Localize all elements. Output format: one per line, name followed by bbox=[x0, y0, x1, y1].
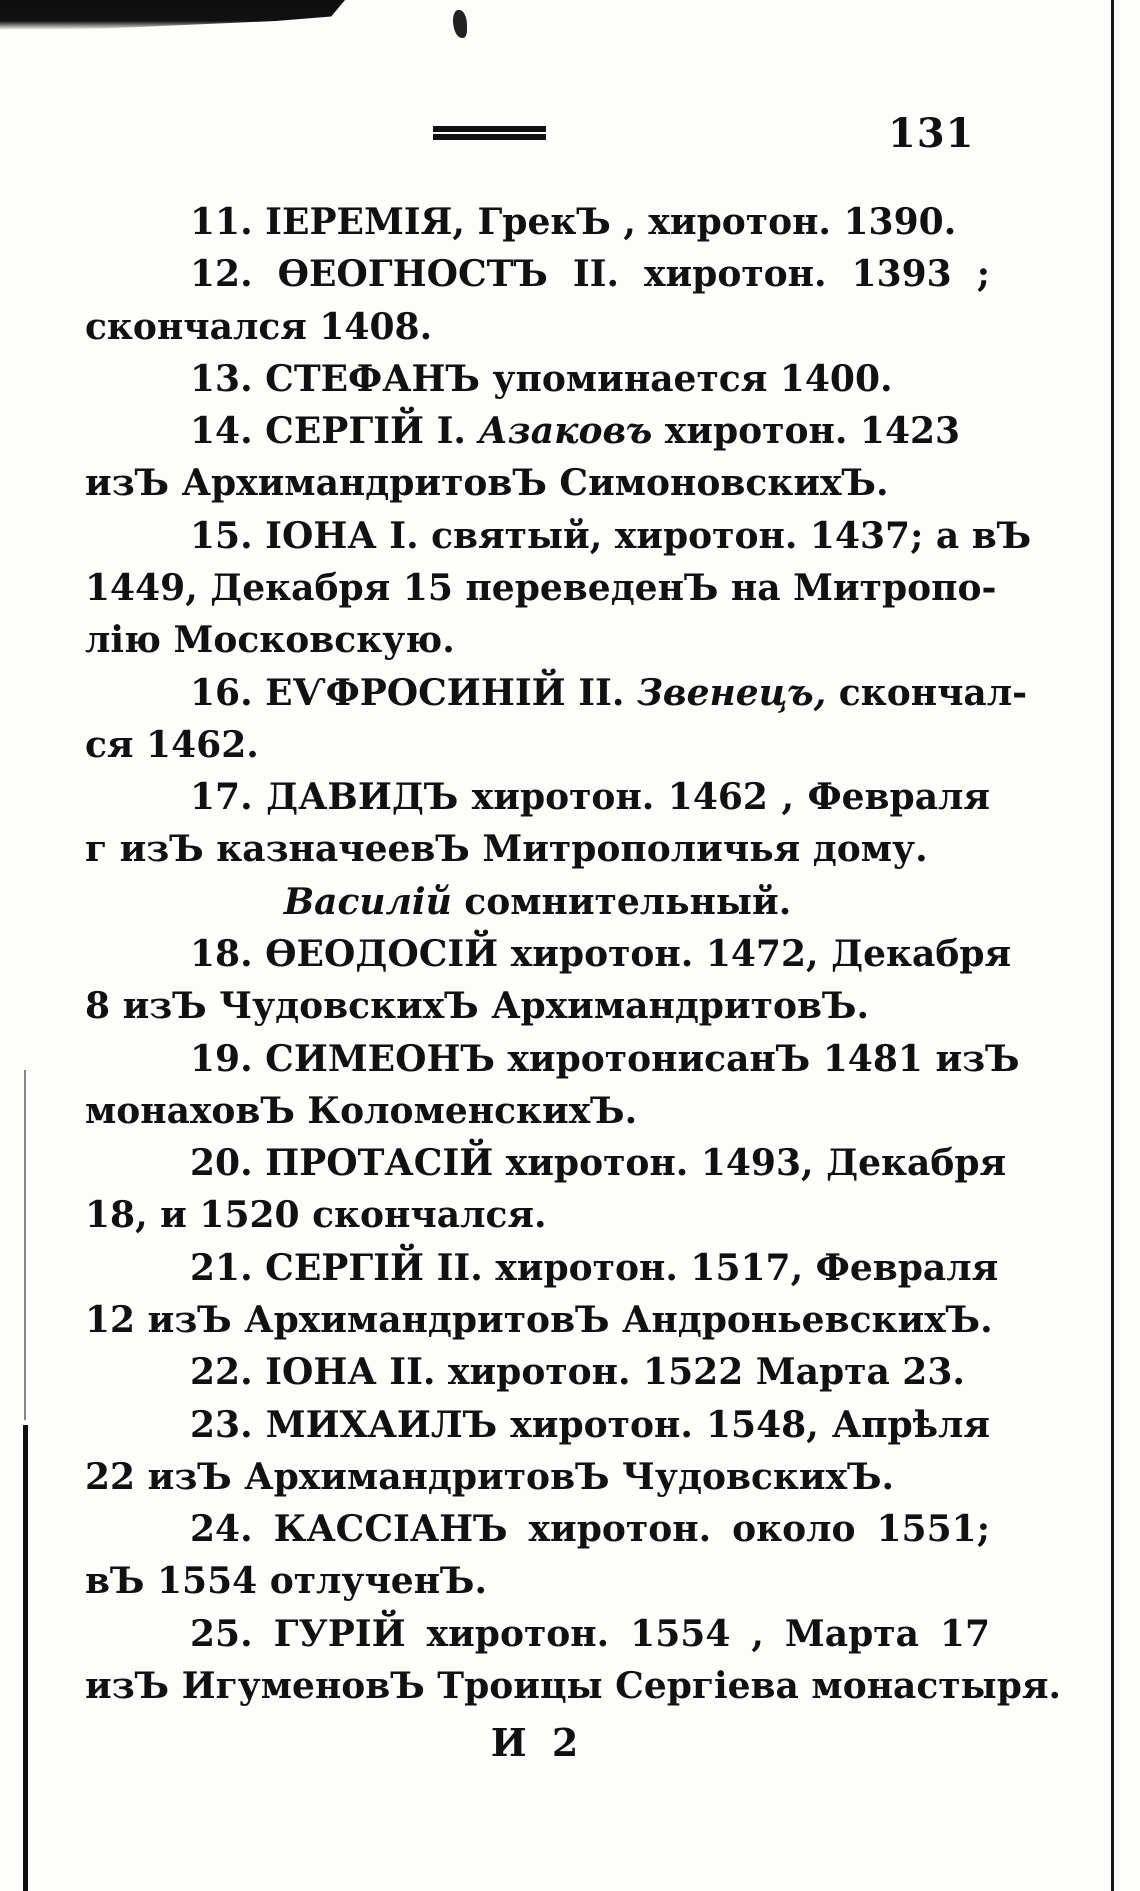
text-line: 18, и 1520 скончался. bbox=[85, 1194, 547, 1236]
page-edge-left-faint bbox=[24, 1070, 26, 1420]
text-line: 8 изЪ ЧудовскихЪ АрхимандритовЪ. bbox=[85, 985, 869, 1027]
scan-blot bbox=[0, 0, 345, 30]
text-span: сомнительный. bbox=[451, 881, 792, 923]
section-heading bbox=[85, 876, 990, 928]
text-span: хиротон. 1423 bbox=[652, 410, 961, 452]
text-line: изЪ ИгуменовЪ Троицы Сергіева монастыря. bbox=[85, 1665, 1061, 1707]
text-line: изЪ АрхимандритовЪ СимоновскихЪ. bbox=[85, 462, 889, 504]
text-span: скончал- bbox=[826, 672, 1028, 714]
page-number: 131 bbox=[888, 110, 975, 157]
text-line bbox=[190, 405, 990, 457]
text-line: 22 изЪ АрхимандритовЪ ЧудовскихЪ. bbox=[85, 1456, 895, 1498]
text-line: 15. ІОНА I. святый, хиротон. 1437; а вЪ bbox=[190, 515, 1032, 557]
text-line: скончался 1408. bbox=[85, 306, 433, 348]
text-line: 23. МИХАИЛЪ хиротон. 1548, Апрѣля bbox=[190, 1404, 990, 1446]
text-line: 21. СЕРГІЙ II. хиротон. 1517, Февраля bbox=[190, 1247, 999, 1289]
text-line: 12 изЪ АрхимандритовЪ АндроньевскихЪ. bbox=[85, 1299, 993, 1341]
text-line: 24. КАССІАНЪ хиротон. около 1551; bbox=[190, 1508, 990, 1550]
text-line: 19. СИМЕОНЪ хиротонисанЪ 1481 изЪ bbox=[190, 1038, 1020, 1080]
italic-name: Василій bbox=[283, 881, 452, 923]
italic-surname: Азаковъ bbox=[478, 410, 653, 452]
text-line: вЪ 1554 отлученЪ. bbox=[85, 1560, 488, 1602]
italic-surname: Звенецъ, bbox=[636, 672, 827, 714]
text-line: 22. ІОНА II. хиротон. 1522 Марта 23. bbox=[190, 1351, 965, 1393]
page-edge-right bbox=[1111, 0, 1114, 1891]
scan-blot-dot bbox=[453, 10, 467, 38]
text-line: 20. ПРОТАСІЙ хиротон. 1493, Декабря bbox=[190, 1142, 1007, 1184]
text-line: 25. ГУРІЙ хиротон. 1554 , Марта 17 bbox=[190, 1613, 990, 1655]
text-line: 18. ѲЕОДОСІЙ хиротон. 1472, Декабря bbox=[190, 933, 1012, 975]
text-line: 12. ѲЕОГНОСТЪ II. хиротон. 1393 ; bbox=[190, 253, 990, 295]
header-rule bbox=[433, 126, 546, 148]
text-line: г изЪ казначеевЪ Митрополичья дому. bbox=[85, 828, 928, 870]
text-line: ся 1462. bbox=[85, 724, 259, 766]
text-line: 17. ДАВИДЪ хиротон. 1462 , Февраля bbox=[190, 776, 990, 818]
text-line: лію Московскую. bbox=[85, 619, 455, 661]
text-span: 16. ЕѴФРОСИНІЙ II. bbox=[190, 672, 637, 714]
text-line: 11. ІЕРЕМІЯ, ГрекЪ , хиротон. 1390. bbox=[190, 201, 957, 243]
text-span: 14. СЕРГІЙ I. bbox=[190, 410, 479, 452]
text-line: монаховЪ КоломенскихЪ. bbox=[85, 1090, 638, 1132]
text-line bbox=[190, 667, 1028, 719]
page-signature-mark: И 2 bbox=[490, 1720, 585, 1765]
text-line: 13. СТЕФАНЪ упоминается 1400. bbox=[190, 358, 893, 400]
page-edge-left bbox=[23, 1425, 28, 1891]
text-line: 1449, Декабря 15 переведенЪ на Митропо- bbox=[85, 567, 997, 609]
